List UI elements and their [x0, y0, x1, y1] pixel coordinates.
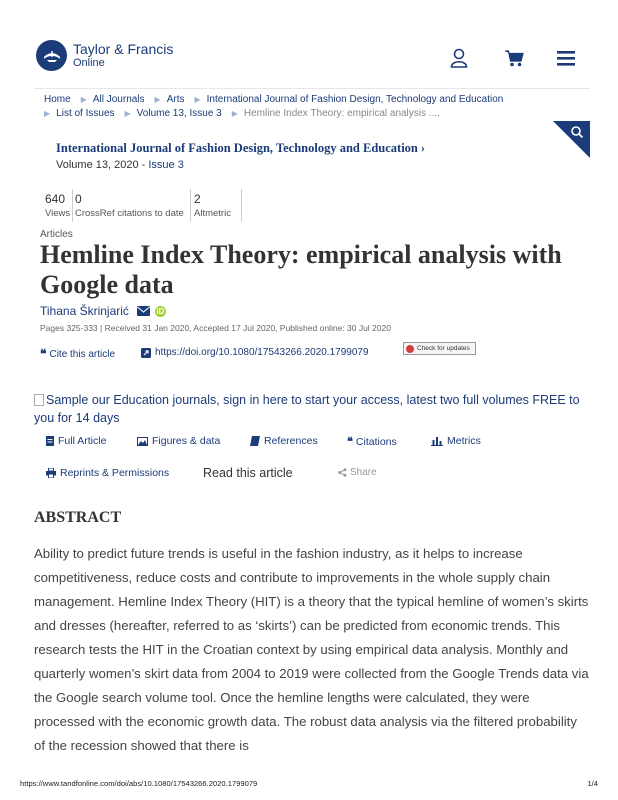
article-title: Hemline Index Theory: empirical analysis with Google data: [40, 240, 562, 299]
breadcrumb-current: Hemline Index Theory: empirical analysis ....: [243, 108, 440, 119]
broken-image-icon: [34, 394, 44, 406]
check-updates-label: Check for updates: [417, 345, 470, 352]
orcid-icon[interactable]: iD: [156, 306, 165, 316]
tab-full-article[interactable]: [46, 435, 106, 447]
breadcrumb-line-2: [44, 107, 564, 121]
site-logo[interactable]: [36, 40, 173, 71]
search-toggle[interactable]: [553, 121, 590, 158]
footer-page-number: 1/4: [587, 779, 598, 788]
article-type: Articles: [40, 229, 73, 240]
metric-value: 0: [75, 192, 82, 206]
doi-text: https://doi.org/10.1080/17543266.2020.1799079: [155, 347, 369, 358]
chevron-right-icon: ▶: [154, 95, 161, 104]
banner-alt-text: Sample our Education journals, sign in here to start your access, latest two full volumes FREE to you for 14 days: [34, 393, 580, 425]
envelope-icon[interactable]: [137, 306, 150, 316]
breadcrumb-volume[interactable]: Volume 13, Issue 3: [136, 108, 222, 119]
metric-label: Views: [45, 208, 71, 219]
check-for-updates-button[interactable]: [403, 342, 476, 355]
external-link-icon: [141, 348, 151, 358]
tab-figures[interactable]: [137, 435, 220, 447]
tab-label: Reprints & Permissions: [60, 467, 170, 479]
print-footer: [20, 779, 598, 788]
journal-title-text: International Journal of Fashion Design, Technology and Education: [56, 141, 418, 155]
logo-icon: [36, 40, 67, 71]
metric-value: 640: [45, 192, 66, 206]
abstract-text: Ability to predict future trends is useful in the fashion industry, as it helps to increase competitiveness, reduce costs and contribute to improvements in the whole supply chain management. Hemline Index Theory (HIT) is a theory that the typical hemline of women’s skirts and dresses (hereafter, referred to as ‘skirts’) can be predicted from economic trends. This research tests the HIT in the Croatian context by using empirical data analysis. Monthly and quarterly women’s skirt data from 2004 to 2019 were collected from the Google Trends data via the Google search volume tool. Once the hemline lengths were calculated, they were processed with the economic growth data. The robust data analysis via the filtered probability of the recession showed that there is: [34, 546, 589, 753]
tab-label: References: [264, 435, 318, 447]
breadcrumb: [44, 93, 564, 107]
quote-icon: ❝: [40, 347, 47, 361]
chevron-right-icon: ▶: [194, 95, 201, 104]
tab-label: Figures & data: [152, 435, 221, 447]
brand-sub: Online: [73, 57, 105, 70]
doi-link[interactable]: [141, 347, 369, 358]
cart-icon[interactable]: [503, 47, 525, 69]
quote-icon: ❝: [347, 435, 353, 448]
breadcrumb-all-journals[interactable]: All Journals: [92, 94, 145, 105]
metric-divider: [241, 189, 242, 222]
breadcrumb-home[interactable]: Home: [44, 94, 71, 105]
book-icon: [250, 436, 260, 446]
chevron-right-icon: ▶: [44, 109, 51, 118]
tab-label: Citations: [355, 435, 397, 448]
bar-chart-icon: [431, 436, 443, 446]
volume-line: [56, 159, 184, 171]
author: [40, 304, 166, 318]
chevron-right-icon: ▶: [80, 95, 87, 104]
metric-divider: [72, 189, 73, 222]
tab-references[interactable]: [250, 435, 318, 447]
print-icon: [46, 468, 56, 478]
chevron-right-icon: ▶: [231, 109, 238, 118]
read-this-article-button[interactable]: Read this article: [203, 466, 293, 480]
header-divider: [34, 88, 590, 89]
metric-divider: [190, 189, 191, 222]
search-icon[interactable]: [553, 121, 590, 158]
metric-crossref[interactable]: [75, 192, 184, 219]
user-icon[interactable]: [448, 47, 470, 69]
author-name[interactable]: Tihana Škrinjarić: [40, 304, 129, 318]
journal-title[interactable]: [56, 141, 425, 156]
metric-value: 2: [194, 192, 201, 206]
breadcrumb-journal[interactable]: International Journal of Fashion Design, Technology and Education: [206, 94, 504, 105]
chevron-right-icon: ›: [420, 141, 426, 155]
metric-altmetric[interactable]: [194, 192, 231, 219]
image-icon: [137, 437, 148, 446]
metric-label: CrossRef citations to date: [75, 208, 184, 219]
cite-this-article-link[interactable]: [40, 347, 115, 361]
share-button[interactable]: [338, 467, 377, 478]
brand-name: Taylor & Francis: [73, 40, 174, 57]
tab-metrics[interactable]: [431, 435, 481, 447]
abstract-heading: ABSTRACT: [34, 509, 122, 526]
share-icon: [338, 468, 347, 477]
crossmark-icon: [406, 345, 414, 353]
promo-banner[interactable]: [34, 391, 590, 427]
metric-label: Altmetric: [194, 208, 231, 219]
cite-label: Cite this article: [49, 348, 116, 360]
menu-icon[interactable]: [555, 47, 577, 69]
footer-url: https://www.tandfonline.com/doi/abs/10.1080/17543266.2020.1799079: [20, 779, 258, 788]
volume-text: Volume 13, 2020 -: [56, 159, 149, 171]
tab-citations[interactable]: [347, 435, 397, 448]
share-label: Share: [350, 467, 377, 478]
metric-views[interactable]: [45, 192, 70, 219]
tab-reprints[interactable]: [46, 467, 169, 479]
publication-info: Pages 325-333 | Received 31 Jan 2020, Accepted 17 Jul 2020, Published online: 30 Jul 2020: [40, 323, 391, 333]
document-icon: [46, 436, 54, 446]
tab-label: Metrics: [447, 435, 481, 447]
breadcrumb-list-of-issues[interactable]: List of Issues: [56, 108, 115, 119]
issue-link[interactable]: Issue 3: [148, 159, 184, 171]
tab-label: Full Article: [58, 435, 107, 447]
chevron-right-icon: ▶: [124, 109, 131, 118]
breadcrumb-arts[interactable]: Arts: [166, 94, 185, 105]
